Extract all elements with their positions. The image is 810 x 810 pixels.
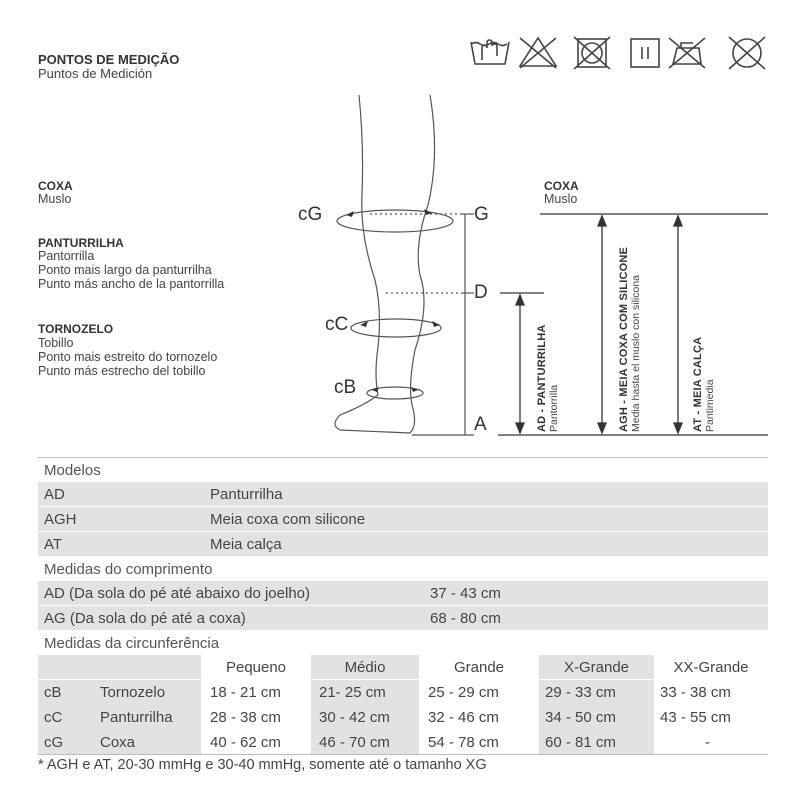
cell-value: 18 - 21 cm	[210, 684, 281, 701]
cell-value: 21- 25 cm	[319, 684, 386, 701]
dry-flat-icon	[631, 39, 659, 67]
models-heading-row	[38, 458, 768, 482]
model-code: AT	[44, 536, 63, 553]
g-label: G	[474, 204, 489, 225]
at-vertical-label: AT - MEIA CALÇA Pantimedia	[692, 336, 716, 432]
model-name: Meia calça	[210, 536, 282, 553]
model-name: Panturrilha	[210, 486, 283, 503]
length-label: AG (Da sola do pé até a coxa)	[44, 610, 246, 627]
panturrilha-title: PANTURRILHA	[38, 236, 124, 250]
row-code: cC	[44, 709, 63, 726]
models-heading: Modelos	[44, 462, 101, 479]
circ-heading: Medidas da circunferência	[44, 635, 220, 652]
cell-value: -	[705, 734, 710, 751]
cb-label: cB	[334, 377, 357, 398]
page-title: PONTOS DE MEDIÇÃO	[38, 52, 180, 67]
length-value: 37 - 43 cm	[430, 585, 501, 602]
footnote: * AGH e AT, 20-30 mmHg e 30-40 mmHg, somente até o tamanho XG	[38, 757, 487, 773]
row-code: cB	[44, 684, 62, 701]
model-code: AD	[44, 486, 65, 503]
model-row	[38, 532, 768, 556]
hand-wash-icon	[471, 40, 509, 64]
row-code: cG	[44, 734, 64, 751]
row-name: Coxa	[100, 734, 136, 751]
right-coxa-title: COXA	[544, 179, 579, 193]
right-coxa-sub: Muslo	[544, 192, 578, 206]
panturrilha-sub: Pantorrilla	[38, 249, 95, 263]
row-name: Tornozelo	[100, 684, 166, 701]
length-row	[38, 606, 768, 630]
cell-value: 46 - 70 cm	[319, 734, 390, 751]
cg-label: cG	[298, 204, 323, 225]
table-row	[38, 730, 768, 754]
model-code: AGH	[44, 511, 77, 528]
row-name: Panturrilha	[100, 709, 173, 726]
cell-value: 33 - 38 cm	[660, 684, 731, 701]
no-tumble-dry-icon	[574, 37, 610, 69]
circ-heading-row	[38, 631, 768, 655]
tornozelo-sub: Tobillo	[38, 336, 74, 350]
length-heading: Medidas do comprimento	[44, 561, 213, 578]
size-header: X-Grande	[539, 655, 654, 679]
no-bleach-icon	[520, 38, 556, 68]
cell-value: 43 - 55 cm	[660, 709, 731, 726]
size-header: Pequeno	[202, 655, 310, 679]
table-row	[38, 705, 768, 729]
tornozelo-line1: Ponto mais estreito do tornozelo	[38, 350, 218, 364]
model-name: Meia coxa com silicone	[210, 511, 366, 528]
page-subtitle: Puntos de Medición	[38, 66, 153, 81]
cell-value: 28 - 38 cm	[210, 709, 281, 726]
cell-value: 60 - 81 cm	[545, 734, 616, 751]
table-row	[38, 680, 768, 704]
length-row	[38, 581, 768, 605]
length-label: AD (Da sola do pé até abaixo do joelho)	[44, 585, 311, 602]
agh-vertical-label: AGH - MEIA COXA COM SILICONE Media hasta el muslo con silicona	[618, 246, 642, 432]
size-header: Grande	[420, 655, 538, 679]
cell-value: 32 - 46 cm	[428, 709, 499, 726]
size-header: Médio	[311, 655, 419, 679]
cell-value: 30 - 42 cm	[319, 709, 390, 726]
cell-value: 25 - 29 cm	[428, 684, 499, 701]
panturrilha-line1: Ponto mais largo da panturrilha	[38, 263, 212, 277]
bottom-divider	[38, 754, 768, 755]
cell-value: 54 - 78 cm	[428, 734, 499, 751]
calf-ellipse	[351, 319, 441, 337]
care-icons	[468, 34, 773, 72]
no-iron-icon	[669, 38, 705, 68]
size-header: XX-Grande	[655, 655, 767, 679]
tornozelo-line2: Punto más estrecho del tobillo	[38, 364, 206, 378]
ad-vertical-label: AD - PANTURRILHA Pantorrilla	[536, 324, 560, 432]
cc-label: cC	[325, 314, 349, 335]
length-value: 68 - 80 cm	[430, 610, 501, 627]
header-blank	[38, 655, 201, 679]
thigh-ellipse	[337, 210, 453, 232]
length-heading-row	[38, 557, 768, 581]
cell-value: 40 - 62 cm	[210, 734, 281, 751]
tornozelo-title: TORNOZELO	[38, 322, 114, 336]
panturrilha-line2: Punto más ancho de la pantorrilla	[38, 277, 225, 291]
a-label: A	[474, 414, 487, 435]
coxa-sub: Muslo	[38, 192, 72, 206]
d-label: D	[474, 282, 488, 303]
coxa-title: COXA	[38, 179, 73, 193]
cell-value: 29 - 33 cm	[545, 684, 616, 701]
model-row	[38, 482, 768, 506]
model-row	[38, 507, 768, 531]
no-dry-clean-icon	[729, 37, 765, 69]
cell-value: 34 - 50 cm	[545, 709, 616, 726]
